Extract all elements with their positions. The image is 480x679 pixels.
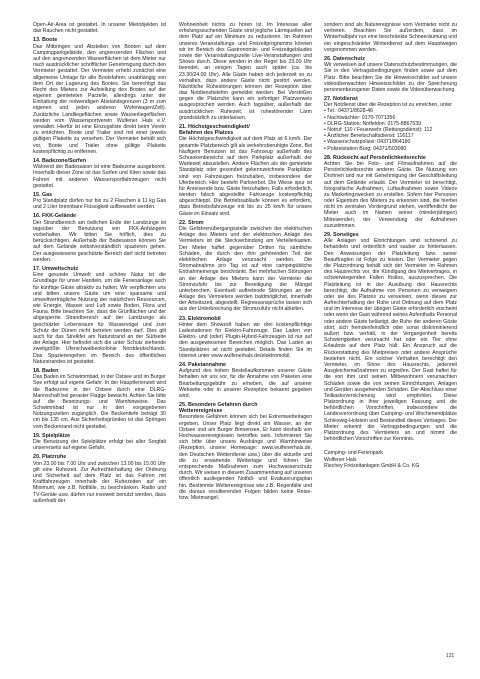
paragraph: Aufgrund des hohen Bestellaufkommen unserer Gäste behalten wir uns vor, für die Annahme von Paketen eine Bearbeitungsgebühr zu erheben, die auf unserer Webseite oder in unserer Rezeption bekannt gegeben wird.	[179, 368, 312, 399]
paragraph: Alle Anlagen und Einrichtungen sind schonend zu behandeln und ordentlich und sauber zu hinterlassen. Den Anweisungen der Platzleitung bzw. seiner Beauftragten ist Folge zu leisten. Der Vermieter gegen die Platzordnung behält sich der Vermieter im Rahmen des Hausrechts vor, die Kündigung des Mietvertrages, in schwerwiegenden Fällen fristlos, auszusprechen. Die Platzleitung ist in der Ausübung des Hausrechts berechtigt, die Aufnahme von Personen zu verweigern oder sie des Platzes zu verweisen, wenn dieses zur Aufrechterhaltung der Ruhe und Ordnung auf dem Platz und im Interesse der übrigen Gäste erforderlich erscheint oder wenn der Gast während seines Aufenthalts Personal oder andere Gäste belästigt, die Ruhe der anderen Gäste stört, sich fremdenfeindlich oder sonst diskriminierend äußert bzw. verhält, in der Vergangenheit bereits Schwierigkeiten verursacht hat oder ein Tier ohne Erlaubnis auf dem Platz hält. Ein Anspruch auf die Rückerstattung des Mietpreises oder andere Ansprüche bestehen nicht. Ein solcher Verhalten berechtigt den Vermieter, im Sinne des Hausrechts, jederzeit Ausgleichsmaßnahmen zu ergreifen. Der Gast haftet für die von ihm und seinen Mitbewohnern verursachten Schäden sowie die von seinen Einrichtungen, Anlagen und Geräten ausgehenden Schäden. Der Abschluss einer Teilkaskoversicherung wird empfohlen. Diese Platzordnung in ihrer jeweiligen Fassung und die behördlichen Vorschriften, insbesondere die Landesverordnung über Camping- und Wochenendplätze Schleswig-Holstein und Bestandteil dieses Vertrages. Der Mieter erkennt die Vertragsbedingungen und die Platzordnung des Vermieters an und nimmt die behördlichen Vorschriften zur Kenntnis.	[324, 238, 457, 443]
paragraph: Wohneinheit nichts zu hören ist. Im Interesse aller erholungssuchenden Gäste sind jegliche Lärmquellen auf dem Platz auf ein Minimum zu reduzieren. Im Rahmen unseres Veranstaltungs- und Freizeitprogramms können wir im Bereich des Gastronomie- und Freizeitgebäudes sowie der Veranstaltungszelte Live-Veranstaltungen und Shows durch. Diese werden in der Regel bis 23.00 Uhr beendet, an einigen Tagen auch später (ca. bis 23.30/24.00 Uhr). Alle Gäste haben sich jederzeit so zu verhalten, dass andere Gäste nicht gestört werden. Nächtliche Ruhestörungen können der Rezeption über das Notdiensttelefon gemeldet werden. Bei Verstößen gegen die Platzruhe kann ein sofortiger Platzverweis ausgesprochen werden. Auch tagsüber, außerhalb der ausdrücklichen Ruhezeit, ist ruhestörender Lärm grundsätzlich zu unterlassen.	[179, 22, 312, 121]
paragraph: Die Gefahrenübergangsstelle zwischen der elektrischen Anlage des Mieters und der elektrischen Anlage des Vermieters ist die Steckverbindung am Verteilerkasten. Der Mieter haftet gegenüber Dritten für sämtliche Schäden, die durch den ihm gehörenden Teil der elektrischen Anlage verursacht werden. Die Stromabnahme pro Tag ist auf eine campingübliche Entnahmemenge beschränkt. Bei mehrfachen Störungen an der Anlage des Mieters kann der Vermieter die Stromzufuhr bis zur Beseitigung der Mängel unterbrechen. Eventuell auftretende Störungen an der Anlage des Vermieters werden baldmöglichst, innerhalb der Arbeitszeit, abgestellt. Regressansprüche lassen sich aus der Unterbrechung der Stromzufuhr nicht ableiten.	[179, 226, 312, 313]
paragraph: Open-Air-Area ist gestattet. In unserer Mietobjekten ist das Rauchen nicht gestattet.	[33, 22, 166, 35]
section-heading: 27. Notdienst	[324, 96, 358, 103]
paragraph: Das Baden im Schwimmbad, in der Ostsee und im Burger See erfolgt auf eigene Gefahr. In der Hauptferienzeit wird die Badezone in der Ostsee durch eine DLRG-Mannschaft bei geraster Flagge bewacht. Achten Sie bitte auf die Besetzungs- und Warnhinweise. Das Schwimmbad ist nur in den vorgegebenen Nutzungszeiten zugänglich. Die Beckentiefe beträgt 30 cm bis 135 cm. Aus Sicherheitsgründen ist das Springen vom Beckenrand nicht gestattet.	[33, 374, 166, 430]
paragraph: Während der Badesaison ist eine Badezone ausgebonnt. Innerhalb dieser Zone ist das Surfen und Kiten sowie das Fahren mit anderen Wassersportfahrzeugen nicht gestattet.	[33, 164, 166, 189]
heading-line: Befahren des Platzes	[179, 130, 234, 137]
paragraph: Das Mitbringen und Abstellen von Booten auf dem Campingparkgelände, den angrenzenden Flächen und auf den angrenzenden Wasserflächen ist dem Mieter nur nach ausdrücklicher schriftlicher Genehmigung durch den Vermieter gestattet. Der Vermieter erhebt zunächst eine allgemeine Umlage für alle Bootsfahrer, unabhängig von dem Ort der Lagerung des Bootes. Sie berechtigt das Recht des Mieters zur Aufstellung des Bootes auf der eigenen gemieteten Parzelle, allerdings unter der Einhaltung der notwendigen Abstandsgrenzen (3 m zum eigenen und jeden anderen Wohnwagen/Zelt). Zusätzliche Landliegeflächen sowie Wasserliegeflächen werden vom Wassersportverein Wulfener Hals e.V. verwaltet. Hierfür ist eine Einzugsliste direkt beim Verein zu entrichten. Boote und Trailer sind mit einer jeweils gültigen Plakette zu versehen. Der Vermieter behält sich vor, Boote und Trailer ohne gültige Plakette kostenpflichtig zu entfernen.	[33, 43, 166, 155]
list-item: • Notruf: 110 / Feuerwehr (Rettungsdienst): 112	[324, 127, 457, 133]
section-heading: 19. Spielplätze	[33, 432, 71, 439]
heading-line: 25. Besondere Gefahren durch	[179, 402, 258, 409]
paragraph: Der Notdienst über die Rezeption ist zu erreichen, unter	[324, 102, 453, 109]
section-heading: 24. Paketannahme	[179, 361, 227, 368]
section-heading: 14. Badezone/Surfen	[33, 157, 87, 164]
paragraph: Eine gesunde Umwelt und schöne Natur ist die Grundlage für unser Handeln, um die Ferienanlage auch für künftige Gäste attraktiv zu halten. Wir verpflichten uns und bitten unsere Gäste um eine sparsame und umweltverträgliche Nutzung der natürlichen Ressourcen, wie Energie, Wasser und Luft sowie Boden, Flora und Fauna. Bitte beachten Sie, dass die Grünflächen und der abgesperrte Strandbereich auf der Landzunge als geschützter Lebensraum für Wasservögel und zum Schutz der Dünen nicht betreten werden darf. Dies gilt auch für das Strelkfer am Naturstrand an der Südseite der Anlage. Hier befindet sich die unter Schutz stehende zweitgrößte Uferschwalbenkolonie Norddeutschlands. Das Spazierengehen im Bereich des öffentlichen Naturstrandes ist gestattet.	[33, 272, 166, 365]
paragraph: Hinter dem Showzelt haben wir drei kostenpflichtige Ladestationen für Elektro-Fahrzeuge. Das Laden von Elektro- und (oder) Plugin-Hybrid-Fahrzeugen ist nur auf den ausgewiesenen Bereichen möglich. Das Laden an Standplätzen ist nicht gestattet. Details finden Sie im Internet unter www.wulfenerhals.de/elektromobil.	[179, 321, 312, 359]
heading-line: 21. Höchstgeschwindigkeit/	[179, 124, 250, 130]
list-item: • Wasserschutzpolizei: 04371/864180	[324, 139, 457, 145]
text-column-right	[324, 22, 457, 469]
section-heading: 15. Gas	[33, 191, 53, 198]
paragraph: Wir verweisen auf unsere Datenschutzbestimmungen, die Sie in den Vertragsbedingungen finden sowie auf dem Platz. Bitte beachten Sie die Hinweisschilder auf unsere videoüberwachten Hinweisschilder zu der Speicherung personenbezogener Daten sowie die Videoüberwachung.	[324, 62, 457, 93]
section-heading: 18. Baden	[33, 367, 59, 374]
paragraph: Der Strandbereich am östlichen Ende der Landzunge ist tagsüber der Benutzung von FKK-Anhängern vorbehalten. Wir bitten Sie höflich, dies zu berücksichtigen. Außerhalb der Badesaison können Sie auf dem Gelände selbstverständlich spazieren gehen. Der ausgewiesene geschützte Bereich darf nicht betreten werden.	[33, 219, 166, 263]
list-item: • Nachtwächter: 0170-7071356	[324, 115, 457, 121]
text-column-middle	[179, 22, 312, 501]
section-heading: 29. Sonstiges	[324, 232, 359, 238]
section-heading: 13. Boote	[33, 37, 58, 44]
paragraph: Von 23.00 bis 7.00 Uhr und zwischen 13.00 bis 15.00 Uhr gilt eine Ruhezeit. Zur Aufrechterhaltung der Ordnung und Sicherheit auf dem Platz ist das Fahren mit Kraftfahrzeugen innerhalb der Ruhezeiten auf ein Minimum, wie z.B. Notfälle, zu beschränken. Radio und TV-Geräte usw. dürfen nur insoweit benutzt werden, dass außerhalb der	[33, 460, 166, 504]
section-heading: 26. Datenschutz	[324, 55, 366, 62]
signature-block	[324, 450, 457, 469]
paragraph: Die Höchstgeschwindigkeit auf dem Platz ist 6 km/h. Der gesamte Platzbereich gilt als verkehrsberuhigte Zone. Bei häufigem Benutzen ist das Fahrzeug außerhalb des Schrankenbereichs auf dem Parkplatz außerhalb der Wartezeit abzustellen. Andere Flächen als der gemietete Standplatz oder gesondert gekennzeichnete Parkplätze sind von Fahrzeugen freizuhalten, insbesondere der Uferbereich. Hier besteht Parkverbot. Die Wiese spur ist für Anreisende bzw. Gäste freizuhalten. Falls erforderlich, werden falsch abgestellte Fahrzeuge kostenpflichtig abgeschleppt. Die Betriebsabläufe können es erfordern, dass Betriebsfahrzeuge mit bis zu 25 km/h für unsere Gäste im Einsatz sind.	[179, 136, 312, 217]
section-heading: 16. FKK-Gelände	[33, 213, 77, 220]
emergency-contact-list	[324, 108, 457, 151]
page-number: 131	[446, 653, 455, 659]
paragraph: Pro Standplatz dürfen nur bis zu 2 Flaschen à 11 kg Gas und 2 Liter brennbare Flüssigkeit aufbewahrt werden.	[33, 198, 166, 211]
section-heading: 28. Rücksicht auf Persönlichkeitsrechte	[324, 154, 426, 161]
list-item: • Ärztlicher Bereitschaftsdienst: 116117	[324, 133, 457, 139]
section-heading	[179, 402, 312, 414]
paragraph: Die Benutzung der Spielplätze erfolgt bei aller Sorgfalt unsererseits auf eigene Gefahr.	[33, 439, 166, 452]
list-item: • DLRG-Station: Notfeldon: 0175-8867539	[324, 121, 457, 127]
heading-line: Wetterereignisse	[179, 408, 223, 415]
list-item: • Tel.: 04371/8628-46	[324, 108, 457, 114]
signature-line: Wulfener Hals	[324, 456, 357, 463]
signature-line: Camping- und Ferienpark	[324, 450, 383, 457]
signature-line: Riechey Freizeitanlagen GmbH & Co. KG	[324, 462, 420, 469]
section-heading: 22. Strom	[179, 219, 204, 226]
paragraph: Achten Sie bei Foto- und Filmaufnahmen auf die Persönlichkeitsrechte anderer Gäste. Die Nutzung von Drohnen und nur mit Genehmigung der Geschäftsleitung auf dem Gelände erlaubt. Der Vermieter ist berechtigt, fotografische Aufnahmen, Luftaufnahmen sowie Videos zu Marketingzwecken zu erstellen. Sofern hier Personen oder Eigentum des Mieters zu erkennen sind, die hierbei nicht im zentralen Vordergrund stehen, veröffentlicht der Mieter auch im Namen seiner (minderjährigen) Mitreisenden, der Verwendung der Aufnahmen zuzustimmen.	[324, 160, 457, 229]
section-heading	[179, 124, 312, 136]
list-item: • Polizeistation Burg: 04371/503080	[324, 146, 457, 152]
paragraph: sondern sind als Naturereignisse vom Vermieter nicht zu vertreten. Beachten Sie außerdem, dass im Winterhalbjahr nur eine beschränkte Schneeräumung und ein eingeschränkter Winterdienst auf dem Hauptwegen vorgenommen werden.	[324, 22, 457, 53]
text-column-left	[33, 22, 166, 504]
section-heading: 23. Elektromobil	[179, 315, 221, 322]
paragraph: Besondere Gefahren können sich bei Extremwetterlagen ergeben. Unser Platz liegt direkt am Wasser, an der Ostsee und am Burger Binnensee. Er kann deshalb von Hochwasserereignissen betroffen sein. Informieren Sie sich bitte über unsere Aushänge und Warnhinweise (Rezeption, unsere Homepage: www.wulfenerhals.de, den Deutschen Wetterdienst usw.) über die aktuelle und die zu erwartende Wetterlage und führen Sie entsprechende Maßnahmen zum Hochwasserschutz durch. Wir weisen in diesem Zusammenhang auf unseren öffentlich ausliegenden Notfall- und Evakuierungsplan hin. Bestimmte Wetterereignisse wie z.B. Regenfälle und die daraus resultierenden Folgen bilden keine Reise- bzw. Mietmangel,	[179, 414, 312, 501]
section-heading: 20. Platzruhe	[33, 454, 67, 461]
section-heading: 17. Umweltschutz	[33, 265, 79, 272]
